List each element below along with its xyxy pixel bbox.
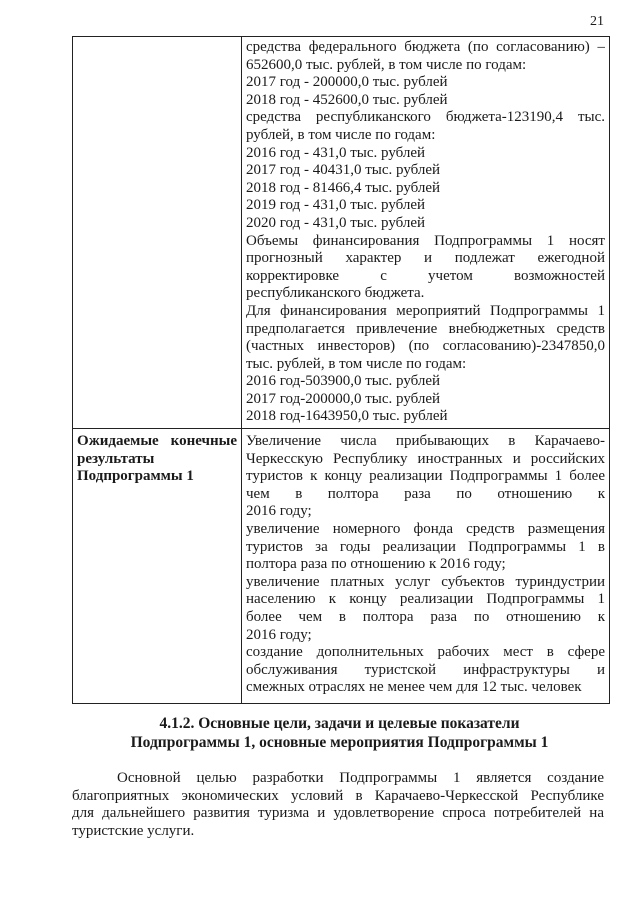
body-paragraph <box>72 770 604 840</box>
heading-line: 4.1.2. Основные цели, задачи и целевые показатели <box>159 715 520 732</box>
text-line: 2016 год-503900,0 тыс. рублей <box>246 373 441 390</box>
text-line: Увеличение числа прибывающих в Карачаево- <box>246 433 605 450</box>
text-line: 2018 год - 452600,0 тыс. рублей <box>246 91 448 108</box>
text-line: обслуживания туристской инфраструктуры и <box>246 661 605 678</box>
table-row-expected-results <box>73 429 610 704</box>
text-line: прогнозный характер и подлежат ежегодной <box>246 250 605 267</box>
text-line: смежных отраслях не менее чем для 12 тыс. человек <box>246 679 582 696</box>
text-line: 2017 год - 40431,0 тыс. рублей <box>246 162 441 179</box>
heading-line: Подпрограммы 1, основные мероприятия Подпрограммы 1 <box>130 734 549 751</box>
text-line: средства республиканского бюджета-123190,4 тыс. <box>246 109 605 126</box>
expected-results-label-cell <box>73 429 242 704</box>
text-line: туристов за годы реализации Подпрограммы 1 в <box>246 538 605 555</box>
text-line: 2016 году; <box>246 503 312 520</box>
text-line: рублей, в том числе по годам: <box>246 126 436 143</box>
text-line: более чем в полтора раза по отношению к <box>246 609 605 625</box>
text-line: 2016 год - 431,0 тыс. рублей <box>246 144 426 161</box>
text-line: республиканского бюджета. <box>246 285 425 302</box>
text-line: тыс. рублей, в том числе по годам: <box>246 355 467 372</box>
text-line: Для финансирования мероприятий Подпрограммы 1 <box>246 302 605 319</box>
text-line: (частных инвесторов) (по согласованию)-2347850,0 <box>246 338 605 355</box>
text-line: туристов к концу реализации Подпрограммы 1 более <box>246 468 605 485</box>
expected-results-content-cell <box>242 429 610 704</box>
text-line: 2020 год - 431,0 тыс. рублей <box>246 214 426 231</box>
text-line: 652600,0 тыс. рублей, в том числе по годам: <box>246 56 527 73</box>
text-line: корректировке с учетом возможностей <box>246 267 605 284</box>
text-line: полтора раза по отношению к 2016 году; <box>246 556 506 573</box>
page-number: 21 <box>590 14 604 29</box>
text-line: 2018 год - 81466,4 тыс. рублей <box>246 179 441 196</box>
text-line: предполагается привлечение внебюджетных средств <box>246 320 605 337</box>
text-line: Объемы финансирования Подпрограммы 1 носят <box>246 232 605 249</box>
financing-content-cell <box>242 37 610 429</box>
text-line: 2017 год-200000,0 тыс. рублей <box>246 390 441 407</box>
paragraph-line: благоприятных экономических условий в Карачаево-Черкесской Республике <box>72 787 604 804</box>
text-line: 2016 году; <box>246 626 312 643</box>
label-line: Подпрограммы 1 <box>77 468 194 485</box>
section-heading <box>72 714 607 752</box>
text-line: 2019 год - 431,0 тыс. рублей <box>246 197 426 214</box>
subprogram-passport-table <box>72 36 610 704</box>
paragraph-line: туристские услуги. <box>72 822 195 839</box>
text-line: создание дополнительных рабочих мест в сфере <box>246 644 605 661</box>
text-line: 2017 год - 200000,0 тыс. рублей <box>246 74 448 91</box>
text-line: населению к концу реализации Подпрограммы 1 <box>246 591 605 608</box>
financing-label-cell <box>73 37 242 429</box>
paragraph-line: Основной целью разработки Подпрограммы 1 является создание <box>117 770 604 786</box>
text-line: увеличение платных услуг субъектов туриндустрии <box>246 573 605 590</box>
text-line: 2018 год-1643950,0 тыс. рублей <box>246 408 448 425</box>
label-line: результаты <box>77 450 155 467</box>
text-line: чем в полтора раза по отношению к <box>246 485 605 502</box>
text-line: средства федерального бюджета (по согласованию) – <box>246 39 605 55</box>
text-line: Черкесскую Республику иностранных и российских <box>246 450 605 467</box>
paragraph-line: для дальнейшего развития туризма и удовлетворение спроса потребителей на <box>72 805 604 822</box>
table-row-financing <box>73 37 610 429</box>
text-line: увеличение номерного фонда средств размещения <box>246 521 605 538</box>
label-line: Ожидаемые конечные <box>77 433 237 450</box>
